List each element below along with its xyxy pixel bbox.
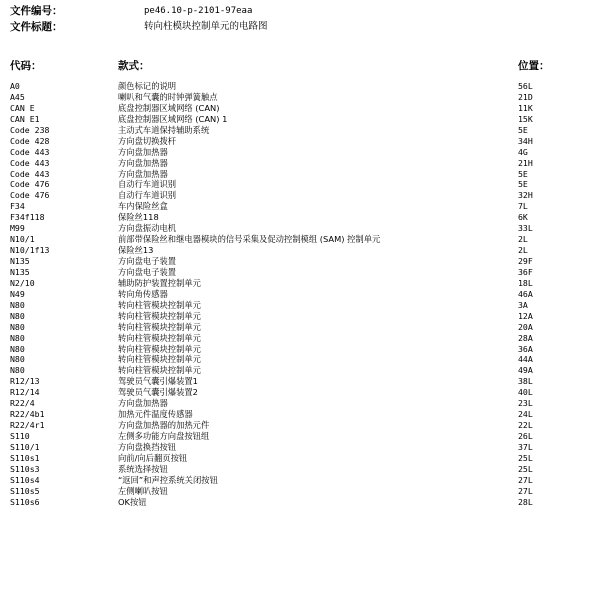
row-position: 5E bbox=[518, 124, 528, 135]
table-row bbox=[0, 344, 600, 355]
row-position: 21H bbox=[518, 157, 533, 168]
row-description: 转向柱管模块控制单元 bbox=[118, 354, 201, 365]
row-position: 36F bbox=[518, 266, 533, 277]
row-code: Code 476 bbox=[10, 190, 50, 201]
row-description: 自动行车道识别 bbox=[118, 190, 177, 201]
row-code: S110 bbox=[10, 431, 30, 441]
row-position: 6K bbox=[518, 212, 528, 223]
column-header-code: 代码： bbox=[10, 60, 42, 72]
row-position: 22L bbox=[518, 420, 533, 431]
row-position: 15K bbox=[518, 113, 533, 124]
table-row bbox=[0, 136, 600, 147]
row-code: N10/1f13 bbox=[10, 245, 50, 256]
row-description: 转向柱管模块控制单元 bbox=[118, 310, 201, 321]
row-description: OK按钮 bbox=[118, 496, 147, 507]
row-position: 4G bbox=[518, 146, 528, 157]
row-description: 转向柱管模块控制单元 bbox=[118, 365, 201, 376]
file-title-value: 转向柱模块控制单元的电路图 bbox=[144, 21, 268, 32]
row-position: 37L bbox=[518, 441, 533, 452]
row-code: CAN E1 bbox=[10, 113, 40, 124]
row-code: R22/4b1 bbox=[10, 409, 45, 420]
table-row bbox=[0, 201, 600, 212]
row-description: 方向盘加热器 bbox=[118, 168, 168, 179]
row-code: F34f118 bbox=[10, 212, 45, 223]
table-row bbox=[0, 300, 600, 311]
row-position: 46A bbox=[518, 288, 533, 299]
row-code: CAN E bbox=[10, 102, 35, 113]
row-position: 26L bbox=[518, 431, 533, 441]
row-position: 27L bbox=[518, 474, 533, 485]
row-position: 21D bbox=[518, 91, 533, 102]
row-description: 颜色标记的说明 bbox=[118, 81, 177, 91]
table-row bbox=[0, 256, 600, 267]
row-description: 向前/向后翻页按钮 bbox=[118, 452, 188, 463]
row-code: M99 bbox=[10, 223, 25, 234]
row-description: 转向角传感器 bbox=[118, 288, 168, 299]
row-description: 方向盘加热器 bbox=[118, 398, 168, 409]
table-row bbox=[0, 453, 600, 464]
row-description: 转向柱管模块控制单元 bbox=[118, 321, 201, 332]
table-row bbox=[0, 486, 600, 497]
row-code: R12/13 bbox=[10, 376, 40, 387]
row-code: N80 bbox=[10, 354, 25, 365]
row-description: 转向柱管模块控制单元 bbox=[118, 332, 201, 343]
row-description: 前部带保险丝和继电器模块的信号采集及促动控制模组 (SAM) 控制单元 bbox=[118, 234, 381, 245]
table-row bbox=[0, 190, 600, 201]
table-row bbox=[0, 158, 600, 169]
table-row bbox=[0, 125, 600, 136]
table-row bbox=[0, 398, 600, 409]
row-position: 25L bbox=[518, 463, 533, 474]
row-position: 27L bbox=[518, 485, 533, 496]
table-row bbox=[0, 464, 600, 475]
row-description: 驾驶员气囊引爆装置2 bbox=[118, 387, 198, 398]
row-position: 23L bbox=[518, 398, 533, 409]
row-description: 转向柱管模块控制单元 bbox=[118, 299, 201, 310]
row-code: R22/4 bbox=[10, 398, 35, 409]
row-code: N10/1 bbox=[10, 234, 35, 245]
row-description: 系统选择按钮 bbox=[118, 463, 168, 474]
row-description: 底盘控制器区域网络 (CAN) 1 bbox=[118, 113, 228, 124]
row-description: 方向盘加热器 bbox=[118, 146, 168, 157]
row-description: 自动行车道识别 bbox=[118, 179, 177, 190]
row-position: 18L bbox=[518, 277, 533, 288]
row-position: 44A bbox=[518, 354, 533, 365]
row-position: 25L bbox=[518, 452, 533, 463]
row-code: S110s5 bbox=[10, 485, 40, 496]
file-number-value: pe46.10-p-2101-97eaa bbox=[144, 6, 253, 16]
table-row bbox=[0, 278, 600, 289]
row-description: 方向盘切换拨杆 bbox=[118, 135, 177, 146]
row-position: 36A bbox=[518, 343, 533, 354]
row-code: N135 bbox=[10, 256, 30, 266]
row-code: Code 476 bbox=[10, 179, 50, 190]
row-description: 方向盘加热器的加热元件 bbox=[118, 420, 210, 431]
table-row bbox=[0, 322, 600, 333]
row-description: 底盘控制器区域网络 (CAN) bbox=[118, 102, 220, 113]
table-row bbox=[0, 431, 600, 442]
row-description: 方向盘换挡按钮 bbox=[118, 441, 177, 452]
table-row bbox=[0, 354, 600, 365]
table-row bbox=[0, 475, 600, 486]
row-position: 40L bbox=[518, 387, 533, 398]
row-position: 5E bbox=[518, 168, 528, 179]
table-row bbox=[0, 92, 600, 103]
row-description: 辅助防护装置控制单元 bbox=[118, 277, 201, 288]
table-row bbox=[0, 289, 600, 300]
row-position: 32H bbox=[518, 190, 533, 201]
row-code: A0 bbox=[10, 81, 20, 91]
table-row bbox=[0, 387, 600, 398]
row-description: 保险丝13 bbox=[118, 245, 154, 256]
row-code: S110s4 bbox=[10, 474, 40, 485]
row-position: 49A bbox=[518, 365, 533, 376]
table-row bbox=[0, 179, 600, 190]
row-position: 2L bbox=[518, 245, 528, 256]
row-code: N80 bbox=[10, 321, 25, 332]
table-row bbox=[0, 114, 600, 125]
row-position: 28L bbox=[518, 496, 533, 507]
row-position: 24L bbox=[518, 409, 533, 420]
row-code: S110/1 bbox=[10, 441, 40, 452]
row-description: 喇叭和气囊的时钟弹簧触点 bbox=[118, 91, 218, 102]
table-row bbox=[0, 497, 600, 508]
row-code: N80 bbox=[10, 310, 25, 321]
row-description: “返回”和声控系统关闭按钮 bbox=[118, 474, 218, 485]
row-position: 3A bbox=[518, 299, 528, 310]
row-code: N135 bbox=[10, 266, 30, 277]
table-row bbox=[0, 81, 600, 92]
row-code: R12/14 bbox=[10, 387, 40, 398]
row-description: 主动式车道保持辅助系统 bbox=[118, 124, 210, 135]
table-row bbox=[0, 365, 600, 376]
row-description: 驾驶员气囊引爆装置1 bbox=[118, 376, 198, 387]
row-code: N80 bbox=[10, 299, 25, 310]
row-position: 33L bbox=[518, 223, 533, 234]
row-code: N80 bbox=[10, 365, 25, 376]
table-row bbox=[0, 223, 600, 234]
row-code: A45 bbox=[10, 91, 25, 102]
row-code: Code 238 bbox=[10, 124, 50, 135]
table-row bbox=[0, 147, 600, 158]
row-description: 保险丝118 bbox=[118, 212, 159, 223]
row-code: Code 428 bbox=[10, 135, 50, 146]
table-row bbox=[0, 103, 600, 114]
row-position: 38L bbox=[518, 376, 533, 387]
table-row bbox=[0, 333, 600, 344]
row-code: Code 443 bbox=[10, 168, 50, 179]
row-description: 加热元件温度传感器 bbox=[118, 409, 193, 420]
row-description: 方向盘电子装置 bbox=[118, 256, 177, 266]
row-code: N80 bbox=[10, 332, 25, 343]
row-description: 左侧多功能方向盘按钮组 bbox=[118, 431, 210, 441]
row-code: S110s1 bbox=[10, 452, 40, 463]
row-code: N80 bbox=[10, 343, 25, 354]
row-description: 转向柱管模块控制单元 bbox=[118, 343, 201, 354]
row-position: 2L bbox=[518, 234, 528, 245]
table-row bbox=[0, 267, 600, 278]
table-row bbox=[0, 442, 600, 453]
column-header-description: 款式： bbox=[118, 60, 150, 72]
row-description: 方向盘电子装置 bbox=[118, 266, 177, 277]
row-code: Code 443 bbox=[10, 146, 50, 157]
file-title-row bbox=[10, 21, 590, 33]
row-position: 28A bbox=[518, 332, 533, 343]
column-header-position: 位置： bbox=[518, 60, 550, 72]
row-description: 方向盘加热器 bbox=[118, 157, 168, 168]
table-row bbox=[0, 234, 600, 245]
row-code: F34 bbox=[10, 201, 25, 212]
table-row bbox=[0, 409, 600, 420]
row-description: 方向盘振动电机 bbox=[118, 223, 177, 234]
table-row bbox=[0, 245, 600, 256]
file-title-label: 文件标题： bbox=[10, 21, 63, 33]
row-code: N2/10 bbox=[10, 277, 35, 288]
row-code: S110s6 bbox=[10, 496, 40, 507]
row-description: 车内保险丝盒 bbox=[118, 201, 168, 212]
row-code: R22/4r1 bbox=[10, 420, 45, 431]
row-position: 20A bbox=[518, 321, 533, 332]
row-code: Code 443 bbox=[10, 157, 50, 168]
table-row bbox=[0, 376, 600, 387]
row-position: 5E bbox=[518, 179, 528, 190]
file-number-row bbox=[10, 5, 590, 17]
table-row bbox=[0, 311, 600, 322]
table-row bbox=[0, 169, 600, 180]
component-table bbox=[0, 81, 600, 508]
row-position: 11K bbox=[518, 102, 533, 113]
row-position: 34H bbox=[518, 135, 533, 146]
row-position: 12A bbox=[518, 310, 533, 321]
table-row bbox=[0, 420, 600, 431]
row-position: 29F bbox=[518, 256, 533, 266]
table-row bbox=[0, 212, 600, 223]
row-code: N49 bbox=[10, 288, 25, 299]
row-description: 左侧喇叭按钮 bbox=[118, 485, 168, 496]
file-number-label: 文件编号： bbox=[10, 5, 63, 17]
row-code: S110s3 bbox=[10, 463, 40, 474]
row-position: 56L bbox=[518, 81, 533, 91]
row-position: 7L bbox=[518, 201, 528, 212]
